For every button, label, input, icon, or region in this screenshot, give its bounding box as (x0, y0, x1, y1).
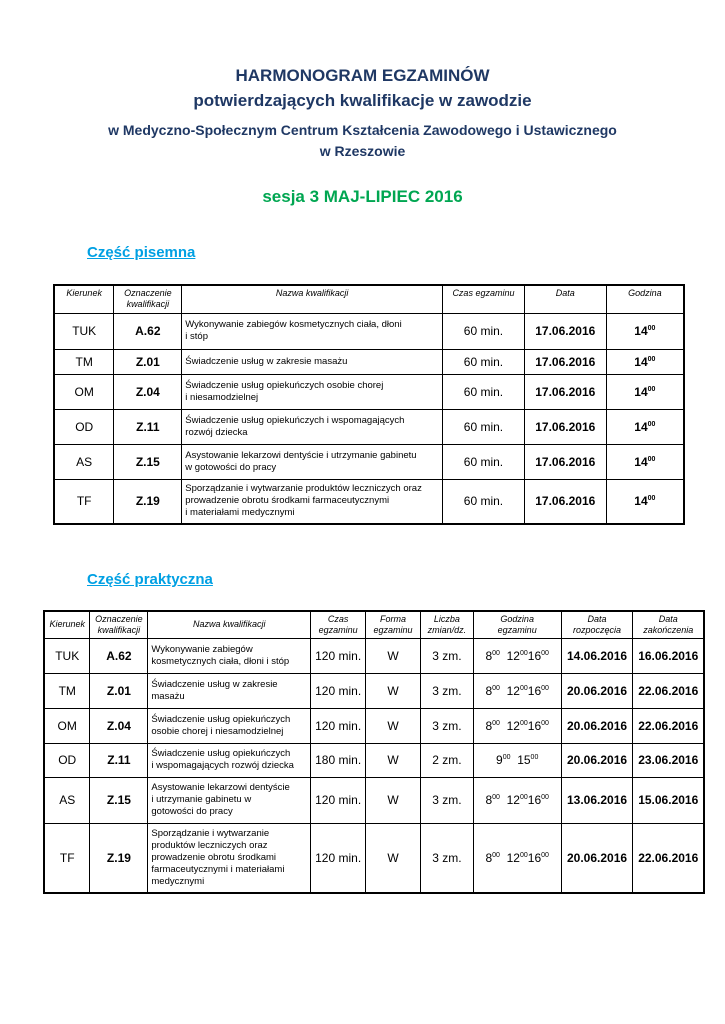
qualification-name-line: Świadczenie usług opiekuńczych osobie chorej (185, 379, 384, 391)
end-date-cell: 23.06.2016 (633, 743, 704, 777)
exam-date-cell: 17.06.2016 (524, 479, 606, 524)
qualification-code-cell: Z.01 (90, 673, 148, 708)
kierunek-cell: TUK (44, 638, 90, 673)
end-date-cell: 16.06.2016 (633, 638, 704, 673)
qualification-name-line: Sporządzanie i wytwarzanie produktów leczniczych oraz (185, 483, 422, 495)
qualification-name-line: Świadczenie usług opiekuńczych (151, 713, 291, 725)
table-row (54, 409, 684, 444)
qualification-name-line: Wykonywanie zabiegów kosmetycznych ciała, dłoni (185, 319, 402, 330)
qualification-name-line: i niesamodzielnej (185, 391, 259, 403)
end-date-cell: 22.06.2016 (633, 673, 704, 708)
exam-duration-cell: 120 min. (311, 823, 366, 893)
qualification-name-cell (148, 638, 311, 673)
exam-date-cell: 17.06.2016 (524, 374, 606, 409)
document-subtitle: potwierdzających kwalifikacje w zawodzie (193, 91, 532, 110)
qualification-code-cell: Z.11 (114, 409, 182, 444)
col-czas: Czas egzaminu (311, 611, 366, 638)
qualification-code-cell: Z.15 (114, 444, 182, 479)
shift-count-cell: 3 zm. (420, 673, 473, 708)
exam-form-cell: W (366, 638, 421, 673)
shift-count-cell: 3 zm. (420, 823, 473, 893)
exam-duration-cell: 120 min. (311, 638, 366, 673)
shift-count-cell: 3 zm. (420, 777, 473, 823)
kierunek-cell: TF (54, 479, 114, 524)
qualification-code-cell: A.62 (90, 638, 148, 673)
table-row (54, 374, 684, 409)
col-oznaczenie: Oznaczenie kwalifikacji (90, 611, 148, 638)
kierunek-cell: TF (44, 823, 90, 893)
start-date-cell: 14.06.2016 (561, 638, 633, 673)
col-czas: Czas egzaminu (443, 285, 525, 313)
start-date-cell: 20.06.2016 (561, 708, 633, 743)
end-date-cell: 22.06.2016 (633, 708, 704, 743)
kierunek-cell: OD (44, 743, 90, 777)
col-oznaczenie: Oznaczenie kwalifikacji (114, 285, 182, 313)
qualification-name-line: masażu (151, 690, 185, 702)
qualification-name-line: medycznymi (151, 875, 205, 887)
exam-date-cell: 17.06.2016 (524, 313, 606, 349)
document-title: HARMONOGRAM EGZAMINÓW (235, 66, 490, 85)
exam-hour-cell: $14^{00}$ (606, 313, 684, 349)
qualification-name-line: produktów leczniczych oraz (151, 839, 268, 851)
shift-count-cell: 3 zm. (420, 708, 473, 743)
qualification-name-cell (182, 349, 443, 374)
exam-duration-cell: 60 min. (443, 409, 525, 444)
session-title: sesja 3 MAJ-LIPIEC 2016 (262, 187, 463, 206)
qualification-name-line: Sporządzanie i wytwarzanie (151, 827, 270, 839)
table-header-row (54, 285, 684, 313)
col-nazwa: Nazwa kwalifikacji (182, 285, 443, 313)
exam-hours-cell: $9^{00}$ $15^{00}$ (473, 743, 561, 777)
institution-city: w Rzeszowie (319, 143, 406, 159)
table-header-row (44, 611, 704, 638)
exam-hour-cell: $14^{00}$ (606, 374, 684, 409)
kierunek-cell: TUK (54, 313, 114, 349)
qualification-code-cell: Z.04 (90, 708, 148, 743)
table-row (54, 313, 684, 349)
exam-duration-cell: 60 min. (443, 444, 525, 479)
exam-hour-cell: $14^{00}$ (606, 409, 684, 444)
qualification-name-cell (182, 409, 443, 444)
practical-exam-table (43, 610, 705, 894)
start-date-cell: 20.06.2016 (561, 673, 633, 708)
kierunek-cell: OM (54, 374, 114, 409)
exam-hours-cell: $8^{00}$ $12^{00}16^{00}$ (473, 638, 561, 673)
exam-form-cell: W (366, 777, 421, 823)
exam-hour-cell: $14^{00}$ (606, 349, 684, 374)
exam-date-cell: 17.06.2016 (524, 349, 606, 374)
practical-section-title: Część praktyczna (87, 571, 213, 588)
kierunek-cell: TM (44, 673, 90, 708)
qualification-name-line: w gotowości do pracy (185, 461, 277, 473)
exam-hours-cell: $8^{00}$ $12^{00}16^{00}$ (473, 673, 561, 708)
qualification-name-line: i wspomagających rozwój dziecka (151, 760, 294, 771)
exam-hours-cell: $8^{00}$ $12^{00}16^{00}$ (473, 823, 561, 893)
qualification-name-cell (182, 444, 443, 479)
qualification-name-cell (148, 743, 311, 777)
exam-hour-cell: $14^{00}$ (606, 444, 684, 479)
qualification-code-cell: Z.04 (114, 374, 182, 409)
qualification-name-cell (182, 374, 443, 409)
qualification-name-cell (148, 673, 311, 708)
written-exam-table (53, 284, 685, 525)
exam-duration-cell: 60 min. (443, 374, 525, 409)
exam-form-cell: W (366, 743, 421, 777)
table-row (44, 673, 704, 708)
exam-date-cell: 17.06.2016 (524, 409, 606, 444)
kierunek-cell: AS (44, 777, 90, 823)
exam-form-cell: W (366, 823, 421, 893)
qualification-name-cell (182, 479, 443, 524)
table-row (44, 823, 704, 893)
col-liczba: Liczba zmian/dz. (420, 611, 473, 638)
qualification-name-line: i utrzymanie gabinetu w (151, 794, 252, 805)
qualification-name-line: Świadczenie usług w zakresie masażu (185, 355, 348, 367)
col-godzina: Godzina egzaminu (473, 611, 561, 638)
table-row (44, 708, 704, 743)
qualification-code-cell: Z.19 (90, 823, 148, 893)
qualification-name-cell (148, 708, 311, 743)
exam-duration-cell: 120 min. (311, 708, 366, 743)
institution-name: w Medyczno-Społecznym Centrum Kształcenia Zawodowego i Ustawicznego (108, 122, 617, 138)
exam-duration-cell: 180 min. (311, 743, 366, 777)
kierunek-cell: OD (54, 409, 114, 444)
qualification-name-line: Świadczenie usług opiekuńczych i wspomagających (185, 414, 405, 426)
qualification-name-line: Wykonywanie zabiegów (151, 643, 253, 655)
qualification-name-line: Świadczenie usług opiekuńczych (151, 748, 291, 759)
col-forma: Forma egzaminu (366, 611, 421, 638)
start-date-cell: 13.06.2016 (561, 777, 633, 823)
table-row (54, 349, 684, 374)
exam-form-cell: W (366, 673, 421, 708)
qualification-name-line: osobie chorej i niesamodzielnej (151, 725, 284, 737)
col-data-start: Data rozpoczęcia (561, 611, 633, 638)
exam-duration-cell: 60 min. (443, 479, 525, 524)
end-date-cell: 15.06.2016 (633, 777, 704, 823)
table-row (54, 479, 684, 524)
qualification-name-line: Świadczenie usług w zakresie (151, 678, 278, 690)
qualification-code-cell: Z.19 (114, 479, 182, 524)
qualification-name-line: i materiałami medycznymi (185, 507, 295, 519)
qualification-name-cell (182, 313, 443, 349)
qualification-name-line: rozwój dziecka (185, 426, 248, 438)
start-date-cell: 20.06.2016 (561, 743, 633, 777)
written-section-title: Część pisemna (87, 244, 196, 261)
qualification-code-cell: Z.01 (114, 349, 182, 374)
shift-count-cell: 3 zm. (420, 638, 473, 673)
kierunek-cell: OM (44, 708, 90, 743)
qualification-name-line: Asystowanie lekarzowi dentyście (151, 782, 290, 793)
exam-duration-cell: 60 min. (443, 313, 525, 349)
col-godzina: Godzina (606, 285, 684, 313)
qualification-name-line: prowadzenie obrotu środkami (151, 851, 277, 863)
qualification-name-line: kosmetycznych ciała, dłoni i stóp (151, 655, 290, 667)
exam-duration-cell: 120 min. (311, 777, 366, 823)
start-date-cell: 20.06.2016 (561, 823, 633, 893)
exam-hour-cell: $14^{00}$ (606, 479, 684, 524)
col-kierunek: Kierunek (54, 285, 114, 313)
table-row (44, 777, 704, 823)
exam-form-cell: W (366, 708, 421, 743)
qualification-name-line: Asystowanie lekarzowi dentyście i utrzymanie gabinetu (185, 449, 417, 461)
exam-duration-cell: 120 min. (311, 673, 366, 708)
table-row (44, 743, 704, 777)
kierunek-cell: TM (54, 349, 114, 374)
qualification-code-cell: Z.11 (90, 743, 148, 777)
qualification-name-line: prowadzenie obrotu środkami farmaceutycznymi (185, 495, 390, 507)
kierunek-cell: AS (54, 444, 114, 479)
qualification-code-cell: A.62 (114, 313, 182, 349)
col-kierunek: Kierunek (44, 611, 90, 638)
qualification-name-line: gotowości do pracy (151, 806, 233, 817)
shift-count-cell: 2 zm. (420, 743, 473, 777)
exam-hours-cell: $8^{00}$ $12^{00}16^{00}$ (473, 708, 561, 743)
exam-duration-cell: 60 min. (443, 349, 525, 374)
qualification-name-cell (148, 777, 311, 823)
qualification-name-line: i stóp (185, 331, 208, 342)
col-data-end: Data zakończenia (633, 611, 704, 638)
col-nazwa: Nazwa kwalifikacji (148, 611, 311, 638)
qualification-code-cell: Z.15 (90, 777, 148, 823)
table-row (54, 444, 684, 479)
qualification-name-cell (148, 823, 311, 893)
exam-hours-cell: $8^{00}$ $12^{00}16^{00}$ (473, 777, 561, 823)
table-row (44, 638, 704, 673)
col-data: Data (524, 285, 606, 313)
qualification-name-line: farmaceutycznymi i materiałami (151, 863, 285, 875)
end-date-cell: 22.06.2016 (633, 823, 704, 893)
exam-date-cell: 17.06.2016 (524, 444, 606, 479)
